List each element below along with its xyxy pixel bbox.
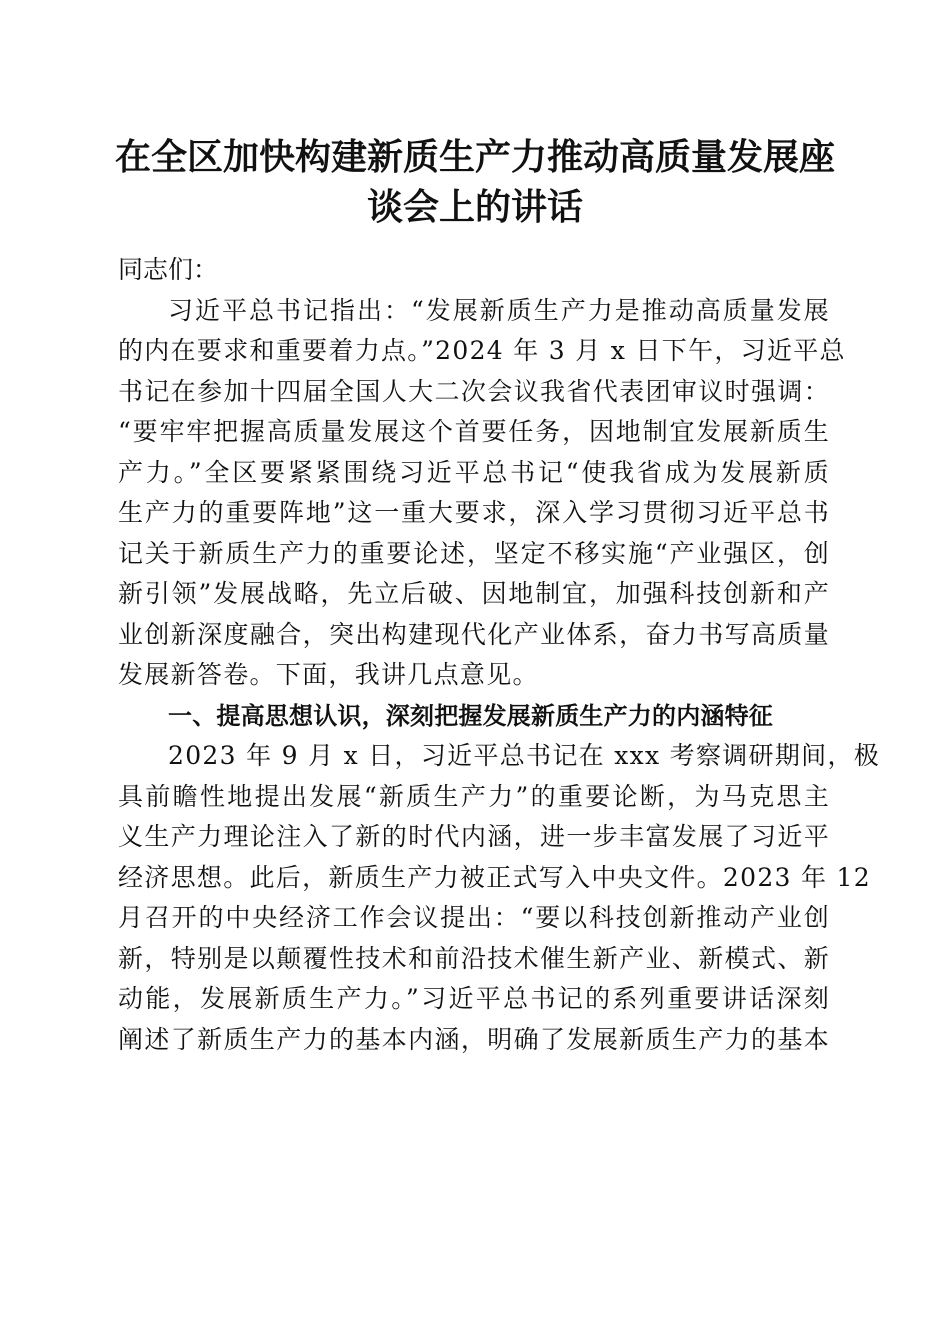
text-line: 阐述了新质生产力的基本内涵，明确了发展新质生产力的基本 (118, 1024, 830, 1054)
text-line: 新引领”发展战略，先立后破、因地制宜，加强科技创新和产 (118, 579, 830, 608)
text-line: 2023 年 9 月 x 日，习近平总书记在 xxx 考察调研期间，极 (168, 741, 881, 770)
text-line: 习近平总书记指出：“发展新质生产力是推动高质量发展 (168, 295, 830, 325)
text-line: 业创新深度融合，突出构建现代化产业体系，奋力书写高质量 (118, 619, 830, 649)
text-line: 书记在参加十四届全国人大二次会议我省代表团审议时强调： (118, 376, 830, 406)
text-line: 经济思想。此后，新质生产力被正式写入中央文件。2023 年 12 (118, 862, 871, 892)
text-line: 动能，发展新质生产力。”习近平总书记的系列重要讲话深刻 (118, 984, 830, 1013)
text-line: 具前瞻性地提出发展“新质生产力”的重要论断，为马克思主 (118, 781, 830, 811)
document-title (110, 132, 840, 232)
title-line: 在全区加快构建新质生产力推动高质量发展座 (114, 136, 835, 178)
salutation: 同志们： (118, 255, 219, 284)
paragraph-section1 (118, 736, 881, 1060)
paragraph-intro (118, 291, 846, 696)
text-line: 新，特别是以颠覆性技术和前沿技术催生新产业、新模式、新 (118, 943, 830, 973)
text-line: 的内在要求和重要着力点。”2024 年 3 月 x 日下午，习近平总 (118, 336, 846, 365)
document-body (118, 250, 881, 1060)
text-line: 生产力的重要阵地”这一重大要求，深入学习贯彻习近平总书 (118, 498, 830, 527)
text-line: 发展新答卷。下面，我讲几点意见。 (118, 660, 539, 689)
text-line: 月召开的中央经济工作会议提出：“要以科技创新推动产业创 (118, 903, 830, 932)
section-heading: 一、提高思想认识，深刻把握发展新质生产力的内涵特征 (168, 701, 773, 730)
text-line: 义生产力理论注入了新的时代内涵，进一步丰富发展了习近平 (118, 822, 830, 851)
text-line: 产力。”全区要紧紧围绕习近平总书记“使我省成为发展新质 (118, 457, 830, 487)
title-line: 谈会上的讲话 (366, 186, 583, 228)
text-line: “要牢牢把握高质量发展这个首要任务，因地制宜发展新质生 (118, 417, 830, 446)
text-line: 记关于新质生产力的重要论述，坚定不移实施“产业强区，创 (118, 538, 830, 568)
